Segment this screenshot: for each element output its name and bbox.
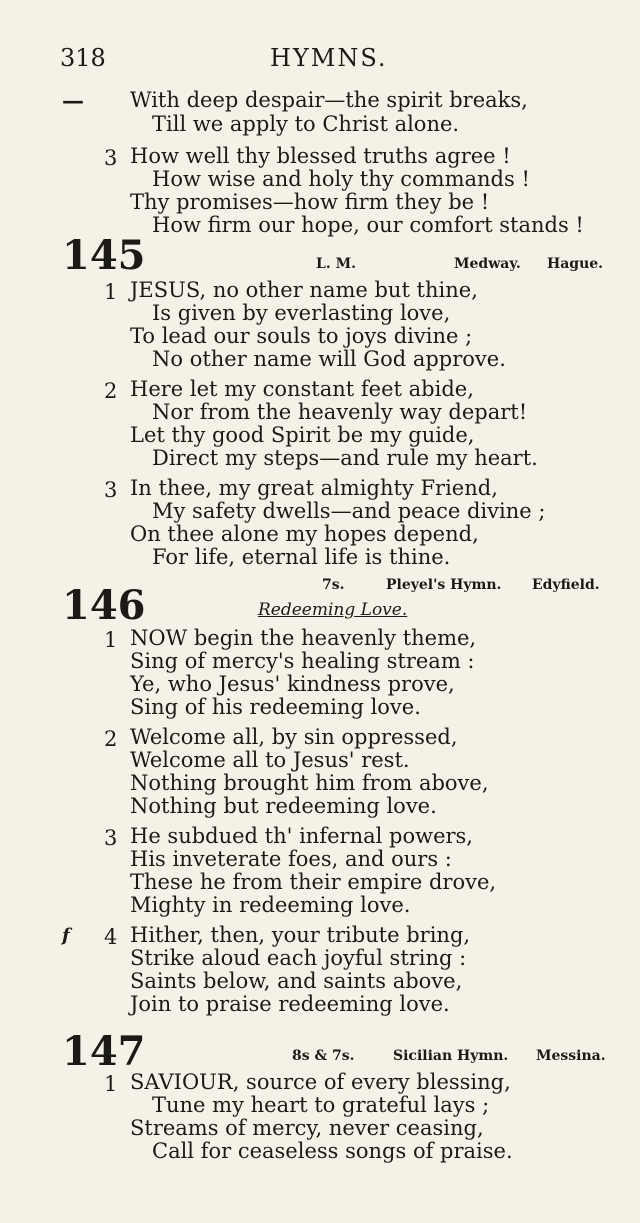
- tune-name: Medway.: [454, 256, 521, 272]
- hymn-number: 146: [62, 582, 146, 629]
- dynamic-mark: f: [62, 925, 70, 946]
- hymn-meter: 8s & 7s.: [292, 1048, 355, 1064]
- verse-line: Sing of mercy's healing stream :: [130, 649, 475, 673]
- hymn-meter: L. M.: [316, 256, 356, 272]
- verse-line: Join to praise redeeming love.: [130, 992, 450, 1016]
- tune-name: Messina.: [536, 1048, 606, 1064]
- stanza-number: 3: [104, 478, 118, 502]
- verse-line: Thy promises—how firm they be !: [130, 190, 490, 214]
- stanza-number: 1: [104, 628, 118, 652]
- verse-line: SAVIOUR, source of every blessing,: [130, 1070, 511, 1094]
- tune-name: Edyfield.: [532, 577, 600, 593]
- verse-line: How firm our hope, our comfort stands !: [152, 213, 584, 237]
- verse-line: Tune my heart to grateful lays ;: [152, 1093, 490, 1117]
- stanza-number: 4: [104, 925, 118, 949]
- verse-line: Call for ceaseless songs of praise.: [152, 1139, 513, 1163]
- verse-line: Nothing brought him from above,: [130, 771, 489, 795]
- verse-line: NOW begin the heavenly theme,: [130, 626, 477, 650]
- hymn-meter: 7s.: [322, 577, 345, 593]
- verse-line: Streams of mercy, never ceasing,: [130, 1116, 484, 1140]
- verse-line: Is given by everlasting love,: [152, 301, 451, 325]
- verse-line: Saints below, and saints above,: [130, 969, 463, 993]
- tune-name: Hague.: [547, 256, 604, 272]
- tune-name: Pleyel's Hymn.: [386, 577, 502, 593]
- verse-line: No other name will God approve.: [152, 347, 506, 371]
- hymn-title: Redeeming Love.: [258, 600, 408, 620]
- verse-line: With deep despair—the spirit breaks,: [130, 88, 528, 112]
- verse-line: Strike aloud each joyful string :: [130, 946, 467, 970]
- verse-line: In thee, my great almighty Friend,: [130, 476, 498, 500]
- verse-line: Ye, who Jesus' kindness prove,: [130, 672, 455, 696]
- verse-line: Welcome all to Jesus' rest.: [130, 748, 410, 772]
- tune-name: Sicilian Hymn.: [393, 1048, 509, 1064]
- verse-line: Direct my steps—and rule my heart.: [152, 446, 538, 470]
- running-head: HYMNS.: [270, 44, 388, 72]
- continuation-dash: —: [62, 88, 84, 114]
- stanza-number: 2: [104, 379, 118, 403]
- verse-line: These he from their empire drove,: [130, 870, 497, 894]
- verse-line: Till we apply to Christ alone.: [152, 112, 460, 136]
- verse-line: My safety dwells—and peace divine ;: [152, 499, 546, 523]
- verse-line: To lead our souls to joys divine ;: [130, 324, 473, 348]
- verse-line: Nothing but redeeming love.: [130, 794, 437, 818]
- stanza-number: 3: [104, 146, 118, 170]
- verse-line: He subdued th' infernal powers,: [130, 824, 473, 848]
- hymn-number: 145: [62, 232, 146, 279]
- stanza-number: 2: [104, 727, 118, 751]
- verse-line: His inveterate foes, and ours :: [130, 847, 452, 871]
- verse-line: How wise and holy thy commands !: [152, 167, 530, 191]
- stanza-number: 1: [104, 1072, 118, 1096]
- hymn-number: 147: [62, 1028, 146, 1075]
- verse-line: Hither, then, your tribute bring,: [130, 923, 471, 947]
- page-number: 318: [60, 44, 106, 72]
- stanza-number: 1: [104, 280, 118, 304]
- verse-line: Mighty in redeeming love.: [130, 893, 411, 917]
- verse-line: On thee alone my hopes depend,: [130, 522, 479, 546]
- verse-line: Here let my constant feet abide,: [130, 377, 474, 401]
- verse-line: Nor from the heavenly way depart!: [152, 400, 528, 424]
- verse-line: Sing of his redeeming love.: [130, 695, 421, 719]
- verse-line: How well thy blessed truths agree !: [130, 144, 511, 168]
- stanza-number: 3: [104, 826, 118, 850]
- verse-line: For life, eternal life is thine.: [152, 545, 451, 569]
- verse-line: Welcome all, by sin oppressed,: [130, 725, 458, 749]
- verse-line: Let thy good Spirit be my guide,: [130, 423, 475, 447]
- verse-line: JESUS, no other name but thine,: [130, 278, 478, 302]
